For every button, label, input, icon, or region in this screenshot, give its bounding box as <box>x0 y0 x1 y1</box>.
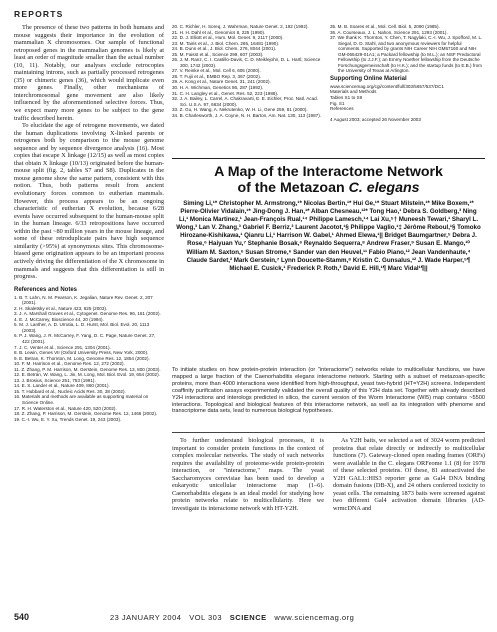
reference-item: 17. R. H. Waterston et al., Nature 420, 520 (2002). <box>14 405 117 411</box>
reference-item: 19. C.-I. Wu, E. Y. Xu, Trends Genet. 19, 243 (2003). <box>14 416 122 422</box>
left-body-text <box>14 24 164 281</box>
reference-item: 20. C. Richler, H. Soreq, J. Wahrman, Nature Genet. 2, 192 (1992). <box>172 24 309 29</box>
reference-item: 11. Z. Zhang, P. M. Harrison, M. Gerstein, Genome Res. 13, 800 (2003). <box>14 366 161 372</box>
reference-item: 8. B. Lewin, Genes VII (Oxford University Press, New York, 2000). <box>14 350 149 356</box>
journal-url: www.sciencemag.org <box>274 613 355 622</box>
reference-item: 34. B. Charlesworth, J. A. Coyne, N. H. Barton, Am. Nat. 130, 113 (1987). <box>172 112 322 118</box>
title-line-1: A Map of the Interactome Network <box>214 164 443 180</box>
reference-item: 13. J. Brosius, Science 251, 753 (1991). <box>14 377 96 383</box>
page-number: 540 <box>14 612 30 622</box>
reference-item: 24. B. Dunn et al., J. Biol. Chem. 276, 8044 (2001). <box>172 46 277 52</box>
reference-item: 2. H. Skaletsky et al., Nature 423, 825 (2003). <box>14 305 108 311</box>
issue-info <box>110 613 354 622</box>
reference-item: 23. M. Tairis et al., J. Biol. Chem. 265, 16481 (1990). <box>172 40 280 46</box>
reference-item: 22. D. J. Elliott et al., Hum. Mol. Genet. 9, 2117 (2000). <box>172 35 284 41</box>
article-abstract: To initiate studies on how protein-protein interaction (or "interactome") networks relate to multicellular functions, we have mapped a large fraction of the Caenorhabditis elegans interactome network. Starting with a subset of metazoan-specific proteins, more than 4000 interactions were identified from high-throughput, yeast two-hybrid (HT=Y2H) screens. Independent coaffinity purification assays experimentally validated the overall quality of this Y2H data set. Together with already described Y2H interactions and interologs predicted in silico, the current version of the Worm Interactome (WI5) map contains ~5500 interactions. Topological and biological features of this interactome network, as well as its integration with phenome and transcriptome data sets, lead to numerous biological hypotheses. <box>172 367 485 415</box>
reference-list-left <box>14 295 164 423</box>
article-body-paragraph: As Y2H baits, we selected a set of 3024 worm predicted proteins that relate directly or indirectly to multicellular functions (7). Gateway-cloned open reading frames (ORFs) were available in the C. elegans ORFeome 1.1 (8) for 1978 of these selected proteins. Of these, 81 autoactivated the Y2H GAL1::HIS3 reporter gene as Gal4 DNA binding domain fusions (DB-X), and 24 others conferred toxicity to yeast cells. The remaining 1873 baits were screened against two different Gal4 activation domain libraries (AD-wrmcDNA and <box>333 437 485 512</box>
reference-item: 29. A. Kong et al., Nature Genet. 31, 241 (2002). <box>172 79 271 85</box>
supporting-material-item: 4 August 2003; accepted 26 November 2003 <box>330 117 421 123</box>
article-top-rule <box>172 158 485 159</box>
supporting-material-list <box>330 84 485 123</box>
abstract-rule <box>172 432 485 433</box>
reference-item: 31. C. H. Langley et al., Genet. Res. 52, 223 (1988). <box>172 90 279 96</box>
reference-item: 21. H. H. Dahl et al., Genomics 8, 225 (1990). <box>172 29 266 35</box>
article-body-right <box>333 437 485 512</box>
article-body-middle <box>172 437 324 512</box>
left-body-paragraph: The presence of these two patterns in both humans and mouse suggests their importance in the evolution of mammalian X chromosomes. Our sample of functional retroposed genes in the mammalian genomes is likely at least an order of magnitude smaller than the actual number (10, 11). Notably, our analyses exclude retrocopies maintaining introns, such as partially processed retrogenes (35) or chimeric genes (36), which would implicate even more genes. Finally, other mechanisms of interchromosomal gene movement are also likely influenced by the aforementioned selective forces. Thus, we expect many more genes to be subject to the gene traffic described herein. <box>14 24 164 122</box>
reference-item: 25. M. Faisst et al., Science 299, 607 (2003). <box>172 51 264 57</box>
supporting-material-item: Materials and Methods <box>330 89 377 95</box>
reference-list-right <box>330 24 485 74</box>
supporting-material-item: Tables S1 to S9 <box>330 95 363 101</box>
reference-item: 14. E. S. Lander et al., Nature 409, 860 (2001). <box>14 383 110 389</box>
title-line-2-prefix: of the Metazoan <box>237 180 349 196</box>
reference-item: 9. E. Betran, K. Thornton, M. Long, Genome Res. 12, 1854 (2002). <box>14 355 150 361</box>
reference-item: 3. J. A. Marshall Graves et al., Cytogenet. Genome Res. 96, 161 (2002). <box>14 311 161 317</box>
reference-item: 37. We thank K. Thornton, Y. Chen, T. Nagylaki, C.-I. Wu, J. Spofford, M. L. Siegal, D. D. Stahl, and two anonymous reviewers for helpful comments. Supported by grants NIH Career NIH GM57160 and NIH GM-065429-01A1; a Packard fellowship (to M.L.); an NSF Predoctoral Fellowship (to J.J.F.); an Emmy Noether fellowship from the Deutsche Forschungsgemeinschaft (to H.K.); and the startup funds (to E.B.) from the University of Texas at Arlington. <box>330 35 483 74</box>
middle-column <box>172 24 322 118</box>
reference-item: 1. B. T. Lahn, N. M. Pearson, K. Jegalian, Nature Rev. Genet. 2, 207 (2001). <box>14 294 153 306</box>
reference-item: 33. Z. Gu, H. Wang, A. Nekrutenko, W. H. Li, Gene 259, 81 (2000). <box>172 107 308 113</box>
article-title <box>172 164 485 196</box>
title-species: C. elegans <box>348 180 420 196</box>
author-list: Siming Li,¹* Christopher M. Armstrong,¹* Nicolas Bertin,¹* Hui Ge,¹* Stuart Milstein,¹* Mike Boxem,¹* Pierre-Olivier Vidalain,¹* Jing-Dong J. Han,¹* Alban Chesneau,¹²* Tong Hao,¹ Debra S. Goldberg,³ Ning Li,¹ Monica Martinez,¹ Jean-François Rual,¹⁴ Philippe Lamesch,¹⁴ Lai Xu,⁵† Muneesh Tewari,¹ Sharyl L. Wong,³ Lan V. Zhang,³ Gabriel F. Berriz,³ Laurent Jacotot,¹§ Philippe Vaglio,¹‡ Jérôme Reboul,¹§ Tomoko Hirozane-Kishikawa,¹ Qianru Li,¹ Harrison W. Gabel,¹ Ahmed Elewa,¹|| Bridget Baumgartner,⁵ Debra J. Rose,⁶ Haiyuan Yu,⁷ Stephanie Bosak,⁶ Reynaldo Sequerra,⁸ Andrew Fraser,⁹ Susan E. Mango,¹⁰ William M. Saxton,⁶ Susan Strome,⁶ Sander van den Heuvel,¹¹ Fabio Piano,¹² Jean Vandenhaute,⁴ Claude Sardet,² Mark Gerstein,⁷ Lynn Doucette-Stamm,⁸ Kristin C. Gunsalus,¹² J. Wade Harper,⁵¶ Michael E. Cusick,¹ Frederick P. Roth,³ David E. Hill,¹¶ Marc Vidal¹¶|| <box>176 200 481 272</box>
reference-item: 26. J. M. Ranz, C. I. Castillo-Davis, C. D. Meiklejohn, D. L. Hartl, Science 300, 1742 (2003). <box>172 57 321 68</box>
reference-item: 7. J. C. Venter et al., Science 291, 1304 (2001). <box>14 344 111 350</box>
supporting-material-item: References <box>330 106 354 112</box>
reference-item: 32. J. A. Bailey, L. Carrel, A. Chakravarti, E. E. Eichler, Proc. Natl. Acad. Sci. U.S.A. 97, 6634 (2000). <box>172 96 318 107</box>
supporting-material-item: www.sciencemag.org/cgi/content/full/303/5657/537/DC1 <box>330 83 444 89</box>
page-footer <box>14 612 485 624</box>
left-body-paragraph: To elucidate the age of retrogene movements, we dated the human duplications involving X-linked parents or retrogenes both by comparison to the mouse genome sequence and by sequence divergence analysis (16). Most copies that escape X linkage (12/15) as well as most copies that obtain X linkage (10/13) originated before the human-mouse split (fig. 2, tables S7 and S8). Duplicates in the mouse genome show the same pattern, consistent with this notion. Thus, both patterns result from ancient evolutionary forces common to eutherian mammals. However, this process appears to be an ongoing characteristic of eutherian X evolution, because 6/28 events have occurred subsequent to the human-mouse split in the human lineage. 6/33 retropositions have occurred within the past ~80 million years in the mouse lineage, and some of these retroduplicate pairs have high sequence similarity (>95%) at synonymous sites. This chromosome-biased gene origination appears to be an important process actively driving the differentiation of the X chromosome in mammals and suggests that this differentiation is still in progress. <box>14 122 164 281</box>
issue-date: 23 JANUARY 2004 <box>110 613 182 622</box>
reference-item: 18. Z. Zhang, P. Harrison, M. Gerstein, Genome Res. 12, 1466 (2002). <box>14 411 158 417</box>
reference-item: 15. T. Hubbard et al., Nucleic Acids Res. 30, 38 (2002). <box>14 388 126 394</box>
reference-item: 35. M. B. Soares et al., Mol. Cell. Biol. 5, 2090 (1985). <box>330 24 440 29</box>
reference-item: 16. Materials and methods are available as supporting material on Science Online. <box>14 394 149 405</box>
title-line-2 <box>172 180 485 196</box>
supporting-material-item: Fig. S1 <box>330 100 345 106</box>
left-column <box>14 24 164 422</box>
journal-name: SCIENCE <box>229 613 267 622</box>
reference-item: 5. M. J. Lanther, A. D. Urrutia, L. D. Hurst, Mol. Biol. Evol. 20, 1113 (2003). <box>14 322 150 333</box>
reference-item: 27. V. Reinke et al., Mol. Cell 6, 605 (2000). <box>172 68 261 74</box>
article-body-paragraph: To further understand biological processes, it is important to consider protein functions in the context of complex molecular networks. The study of such networks requires the availability of proteome-wide protein-protein interaction, or "interactome," maps. The yeast Saccharomyces cerevisiae has been used to develop a eukaryotic unicellular interactome map (1–6). Caenorhabditis elegans is an ideal model for studying how protein networks relate to multicellularity. Here we investigate its interactome network with HT-Y2H. <box>172 437 324 512</box>
reference-item: 12. E. Betrán, W. Wang, L. Jin, M. Long, Mol. Biol. Evol. 19, 654 (2002). <box>14 372 160 378</box>
reference-item: 36. A. Courseaux, J. L. Nahon, Science 291, 1293 (2001). <box>330 29 448 35</box>
references-heading: References and Notes <box>14 286 78 293</box>
right-column <box>330 24 485 123</box>
reference-item: 10. F. M. Harrison et al., Genome Res. 12, 272 (2002). <box>14 361 125 367</box>
supporting-material-heading: Supporting Online Material <box>330 75 407 82</box>
reference-item: 6. P. J. Wang, J. R. McCarrey, F. Yang, D. C. Page, Nature Genet. 27, 422 (2001). <box>14 333 156 344</box>
reference-list-middle <box>172 24 322 118</box>
reference-item: 28. T. Fujii et al., EMBO Rep. 3, 367 (2002). <box>172 73 262 79</box>
running-head: REPORTS <box>14 9 64 19</box>
reference-item: 30. H. A. Wichman, Genetics 86, 287 (1992). <box>172 85 264 91</box>
reference-item: 4. E. J. McCarrey, Bioscience 44, 20 (1994). <box>14 316 104 322</box>
issue-volume: VOL 303 <box>189 613 223 622</box>
